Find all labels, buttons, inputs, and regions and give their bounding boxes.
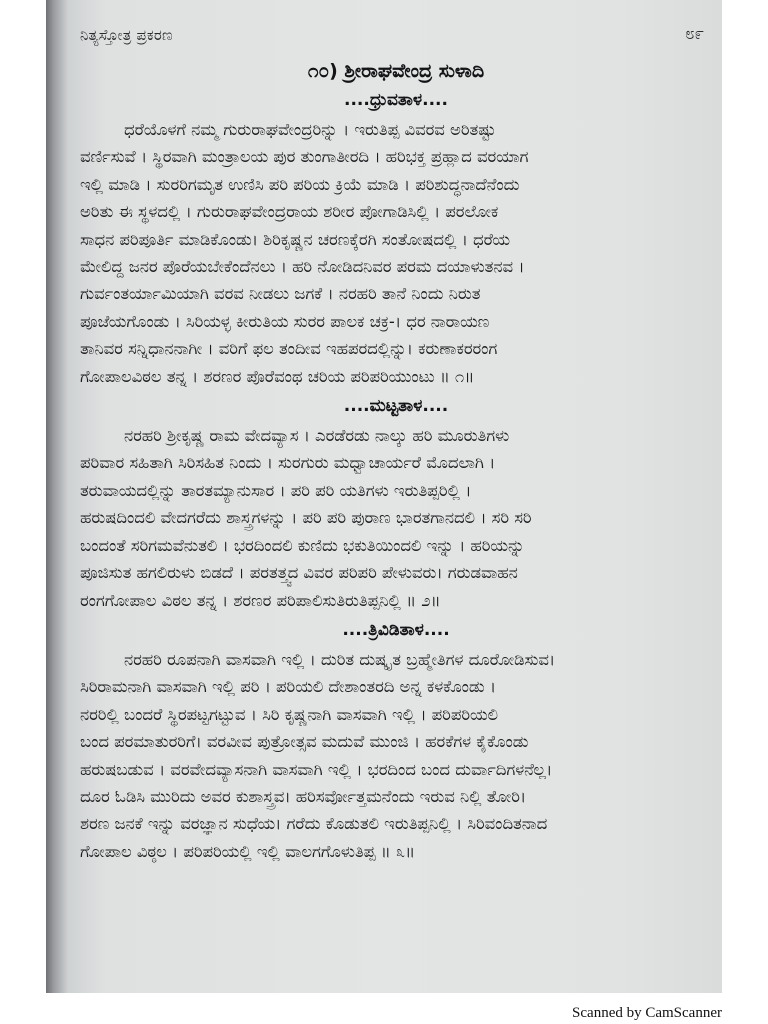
verse-line: ಗೋಪಾಲ ವಿಠ್ಠಲ । ಪರಿಪರಿಯಲ್ಲಿ ಇಲ್ಲಿ ವಾಲಗಗೊಳುತಿಪ್ಪ ॥ ೩॥ <box>80 841 416 861</box>
verse-line: ಶರಣ ಜನಕೆ ಇನ್ನು ವರಜ್ಞಾನ ಸುಧೆಯ। ಗರೆದು ಕೊಡುತಲಿ ಇರುತಿಪ್ಪನಿಲ್ಲಿ । ಸಿರಿವಂದಿತನಾದ <box>80 814 548 834</box>
verse-line: ಸಾಧನ ಪರಿಪೂರ್ತಿ ಮಾಡಿಕೊಂಡು। ಶಿರಿಕೃಷ್ಣನ ಚರಣಕ್ಕೆರಗಿ ಸಂತೋಷದಲ್ಲಿ । ಧರೆಯ <box>80 229 510 249</box>
verse-line: ನರಹರಿ ಶ್ರೀಕೃಷ್ಣ ರಾಮ ವೇದವ್ಯಾಸ । ಎರಡೆರಡು ನಾಲ್ಕು ಹರಿ ಮೂರುತಿಗಳು <box>124 426 510 446</box>
verse-line: ನರಹರಿ ರೂಪನಾಗಿ ವಾಸವಾಗಿ ಇಲ್ಲಿ । ದುರಿತ ದುಷ್ಕೃತ ಬ್ರಹ್ಮೇತಿಗಳ ದೂರೋಡಿಸುವ। <box>124 649 556 669</box>
verse-line: ಇಲ್ಲಿ ಮಾಡಿ । ಸುರರಿಗಮೃತ ಉಣಿಸಿ ಪರಿ ಪರಿಯ ಕ್ರಿಯೆ ಮಾಡಿ । ಪರಿಶುದ್ಧನಾದೆನೆಂದು <box>80 174 520 194</box>
verse-line: ದೂರ ಓಡಿಸಿ ಮುರಿದು ಅವರ ಕುಶಾಸ್ತ್ರವ। ಹರಿಸರ್ವೋತ್ತಮನೆಂದು ಇರುವ ನಿಲ್ಲಿ ತೋರಿ। <box>80 786 527 806</box>
verse-line: ರಂಗಗೋಪಾಲ ವಿಠಲ ತನ್ನ । ಶರಣರ ಪರಿಪಾಲಿಸುತಿರುತಿಪ್ಪನಿಲ್ಲಿ ॥ ೨॥ <box>80 590 441 610</box>
verse-line: ಅರಿತು ಈ ಸ್ಥಳದಲ್ಲಿ । ಗುರುರಾಘವೇಂದ್ರರಾಯ ಶರೀರ ಪೋಗಾಡಿಸಿಲ್ಲಿ । ಪರಲೋಕ <box>80 202 499 222</box>
verse-line: ಧರೆಯೊಳಗೆ ನಮ್ಮ ಗುರುರಾಘವೇಂದ್ರರಿನ್ನು । ಇರುತಿಪ್ಪ ವಿವರವ ಅರಿತಷ್ಟು <box>124 120 496 139</box>
verse-line: ತಾನಿವರ ಸನ್ನಿಧಾನನಾಗೀ । ವರಿಗೆ ಫಲ ತಂದೀವ ಇಹಪರದಲ್ಲಿನ್ನು। ಕರುಣಾಕರರಂಗ <box>80 339 498 359</box>
verse-line: ಬಂದ ಪರಮಾತುರರಿಗೆ। ವರವೀವ ಪುತ್ರೋತ್ಸವ ಮದುವೆ ಮುಂಜಿ । ಹರಕೆಗಳ ಕೈಕೊಂಡು <box>80 732 529 752</box>
poem-body <box>80 90 712 865</box>
verse-line: ವರ್ಣಿಸುವೆ । ಸ್ಥಿರವಾಗಿ ಮಂತ್ರಾಲಯ ಪುರ ತುಂಗಾತೀರದಿ । ಹರಿಭಕ್ತ ಪ್ರಹ್ಲಾದ ವರಯಾಗ <box>80 147 529 167</box>
verse-line: ಪರಿವಾರ ಸಹಿತಾಗಿ ಸಿರಿಸಹಿತ ನಿಂದು । ಸುರಗುರು ಮಧ್ವಾಚಾರ್ಯರೆ ಮೊದಲಾಗಿ । <box>80 453 496 473</box>
book-page <box>80 20 712 985</box>
verse-line: ಹರುಷದಿಂದಲಿ ವೇದಗರೆದು ಶಾಸ್ತ್ರಗಳನ್ನು । ಪರಿ ಪರಿ ಪುರಾಣ ಭಾರತಗಾನದಲಿ । ಸರಿ ಸರಿ <box>80 508 532 528</box>
verse-line: ತರುವಾಯದಲ್ಲಿನ್ನು ತಾರತಮ್ಯಾನುಸಾರ । ಪರಿ ಪರಿ ಯತಿಗಳು ಇರುತಿಪ್ಪರಿಲ್ಲಿ । <box>80 480 472 500</box>
verse-line: ಸಿರಿರಾಮನಾಗಿ ವಾಸವಾಗಿ ಇಲ್ಲಿ ಪರಿ । ಪರಿಯಲಿ ದೇಶಾಂತರದಿ ಅನ್ನ ಕಳಕೊಂಡು । <box>80 677 497 697</box>
verse-line: ಗೋಪಾಲವಿಠಲ ತನ್ನ । ಶರಣರ ಪೊರೆವಂಥ ಚರಿಯ ಪರಿಪರಿಯುಂಟು ॥ ೧॥ <box>80 366 475 386</box>
page-header <box>80 20 712 50</box>
scanner-watermark: Scanned by CamScanner <box>572 1005 722 1021</box>
verse-line: ಮೇಲಿದ್ದ ಜನರ ಪೊರೆಯಬೇಕೆಂದೆನಲು । ಹರಿ ನೋಡಿದನಿವರ ಪರಮ ದಯಾಳುತನವ । <box>80 257 525 277</box>
verse-line: ನರರಿಲ್ಲಿ ಬಂದರೆ ಸ್ಥಿರಪಟ್ಟಗಟ್ಟುವ । ಸಿರಿ ಕೃಷ್ಣನಾಗಿ ವಾಸವಾಗಿ ಇಲ್ಲಿ । ಪರಿಪರಿಯಲಿ <box>80 704 498 724</box>
tala-heading: ....ಧ್ರುವತಾಳ.... <box>344 90 448 110</box>
page-number: ೮೯ <box>684 24 704 44</box>
verse-line: ಹರುಷಬಡುವ । ವರವೇದವ್ಯಾಸನಾಗಿ ವಾಸವಾಗಿ ಇಲ್ಲಿ । ಭರದಿಂದ ಬಂದ ದುರ್ವಾದಿಗಳನೆಲ್ಲ। <box>80 759 553 779</box>
tala-heading: ....ಮಟ್ಟತಾಳ.... <box>343 396 449 417</box>
verse-line: ಬಂದಂತೆ ಸರಿಗಮವೆನುತಲಿ । ಭರದಿಂದಲಿ ಕುಣಿದು ಭಕುತಿಯಿಂದಲಿ ಇನ್ನು । ಹರಿಯನ್ನು <box>80 535 525 555</box>
verse-line: ಪೂಜಿಸುತ ಹಗಲಿರುಳು ಬಿಡದೆ । ಪರತತ್ತ್ವದ ವಿವರ ಪರಿಪರಿ ಪೇಳುವರು। ಗರುಡವಾಹನ <box>80 563 518 583</box>
verse-line: ಗುರ್ವಂತರ್ಯಾಮಿಯಾಗಿ ವರವ ನೀಡಲು ಜಗಕೆ । ನರಹರಿ ತಾನೆ ನಿಂದು ನಿರುತ <box>80 284 481 304</box>
scanned-page-photo <box>46 0 722 993</box>
poem-title: ೧೦) ಶ್ರೀರಾಘವೇಂದ್ರ ಸುಳಾದಿ <box>307 60 485 82</box>
running-head: ನಿತ್ಯಸ್ತೋತ್ರ ಪ್ರಕರಣ <box>80 26 173 44</box>
verse-line: ಪೂಜೆಯಗೊಂಡು । ಸಿರಿಯಳ್ಳ ಕೀರುತಿಯ ಸುರರ ಪಾಲಕ ಚಕ್ರ-। ಧರ ನಾರಾಯಣ <box>80 311 490 331</box>
tala-heading: ....ತ್ರಿವಿಡಿತಾಳ.... <box>342 619 450 640</box>
